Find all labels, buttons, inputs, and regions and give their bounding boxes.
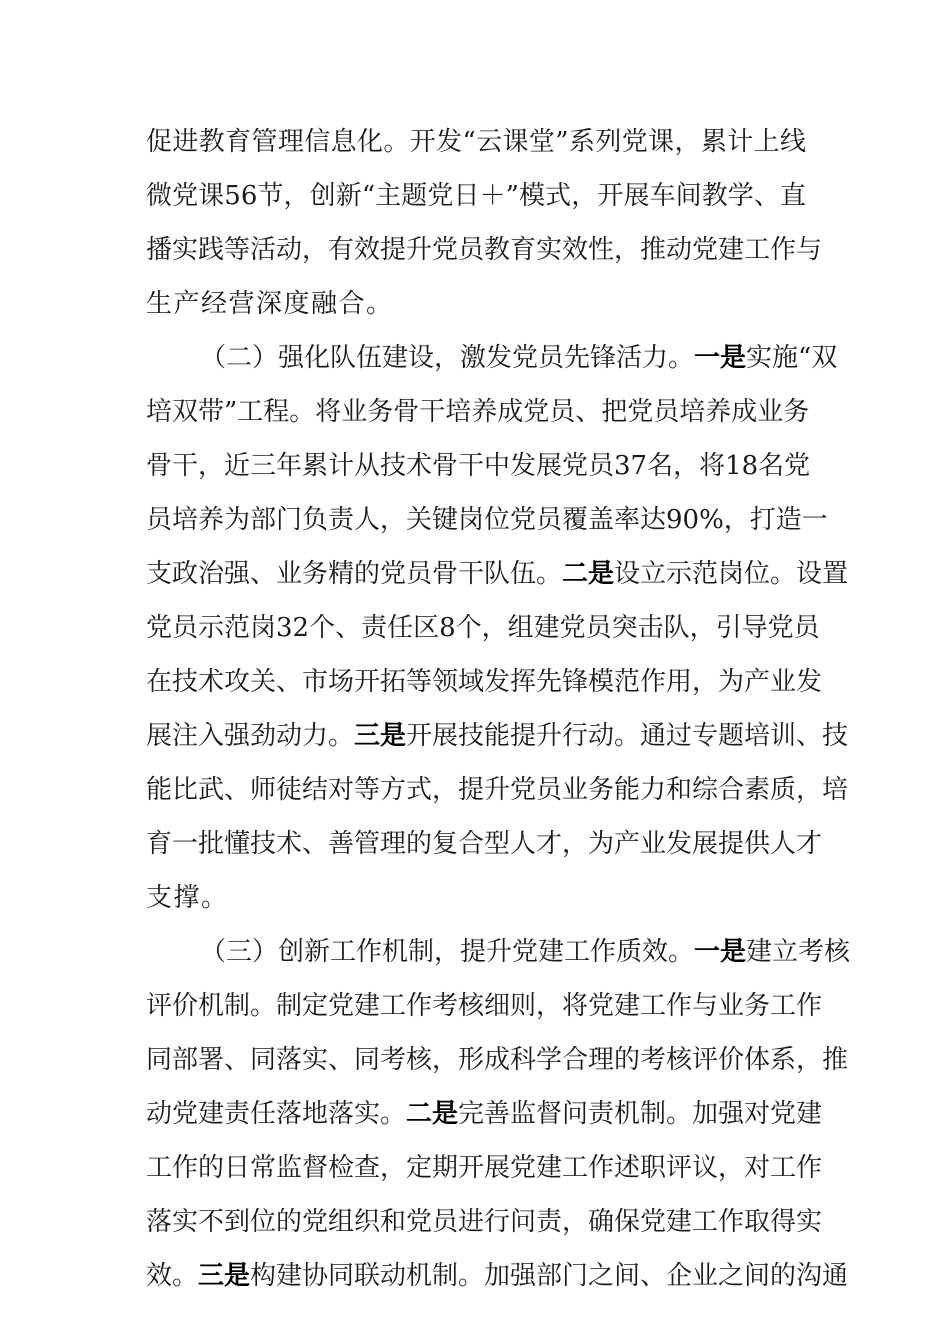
- text-line: [146, 1148, 823, 1188]
- text-line: [200, 338, 838, 378]
- text-line: [146, 554, 849, 594]
- text-line: [146, 446, 811, 486]
- text-segment: 构建协同联动机制。加强部门之间、企业之间的沟通: [250, 1261, 849, 1291]
- text-line: [146, 716, 849, 756]
- bold-keyword: 一是: [694, 343, 747, 373]
- text-line: [146, 176, 806, 216]
- bold-keyword: 二是: [562, 559, 615, 589]
- text-segment: 工作的日常监督检查，定期开展党建工作述职评议，对工作: [146, 1153, 823, 1183]
- text-segment: 支撑。: [146, 883, 229, 913]
- text-line: [146, 284, 806, 324]
- bold-keyword: 三是: [354, 721, 407, 751]
- text-segment: 展注入强劲动力。: [146, 721, 355, 751]
- bold-keyword: 三是: [198, 1261, 251, 1291]
- text-segment: 骨干，近三年累计从技术骨干中发展党员37名，将18名党: [146, 451, 811, 481]
- text-segment: 微党课56节，创新“主题党日＋”模式，开展车间教学、直: [146, 181, 806, 211]
- text-segment: 落实不到位的党组织和党员进行问责，确保党建工作取得实: [146, 1207, 823, 1237]
- text-segment: 党员示范岗32个、责任区8个，组建党员突击队，引导党员: [146, 613, 820, 643]
- text-line: [146, 878, 806, 918]
- text-segment: 效。: [146, 1261, 199, 1291]
- text-line: [146, 1040, 849, 1080]
- text-segment: 同部署、同落实、同考核，形成科学合理的考核评价体系，推: [146, 1045, 849, 1075]
- text-segment: 能比武、师徒结对等方式，提升党员业务能力和综合素质，培: [146, 775, 849, 805]
- text-line: [146, 608, 820, 648]
- bold-keyword: 二是: [406, 1099, 459, 1129]
- text-segment: 支政治强、业务精的党员骨干队伍。: [146, 559, 563, 589]
- text-segment: （三）创新工作机制，提升党建工作质效。: [200, 937, 695, 967]
- text-segment: 员培养为部门负责人，关键岗位党员覆盖率达90%，打造一: [146, 505, 828, 535]
- text-segment: 育一批懂技术、善管理的复合型人才，为产业发展提供人才: [146, 829, 823, 859]
- text-line: [146, 986, 823, 1026]
- text-segment: 生产经营深度融合。: [146, 289, 394, 319]
- text-segment: 播实践等活动，有效提升党员教育实效性，推动党建工作与: [146, 235, 823, 265]
- text-segment: （二）强化队伍建设，激发党员先锋活力。: [200, 343, 695, 373]
- text-line: [146, 824, 823, 864]
- text-segment: 促进教育管理信息化。开发“云课堂”系列党课，累计上线: [146, 127, 806, 157]
- text-segment: 培双带”工程。将业务骨干培养成党员、把党员培养成业务: [146, 397, 810, 427]
- text-segment: 设立示范岗位。设置: [614, 559, 849, 589]
- text-segment: 建立考核: [746, 937, 851, 967]
- text-line: [146, 500, 828, 540]
- text-segment: 开展技能提升行动。通过专题培训、技: [406, 721, 849, 751]
- text-segment: 动党建责任落地落实。: [146, 1099, 407, 1129]
- text-segment: 完善监督问责机制。加强对党建: [458, 1099, 823, 1129]
- text-line: [146, 122, 806, 162]
- text-line: [146, 1202, 823, 1242]
- text-line: [146, 662, 823, 702]
- text-line: [146, 1256, 849, 1296]
- text-line: [146, 230, 823, 270]
- text-line: [200, 932, 851, 972]
- text-segment: 在技术攻关、市场开拓等领域发挥先锋模范作用，为产业发: [146, 667, 823, 697]
- text-line: [146, 392, 810, 432]
- text-segment: 评价机制。制定党建工作考核细则，将党建工作与业务工作: [146, 991, 823, 1021]
- text-line: [146, 770, 849, 810]
- text-line: [146, 1094, 823, 1134]
- bold-keyword: 一是: [694, 937, 747, 967]
- text-segment: 实施“双: [746, 343, 838, 373]
